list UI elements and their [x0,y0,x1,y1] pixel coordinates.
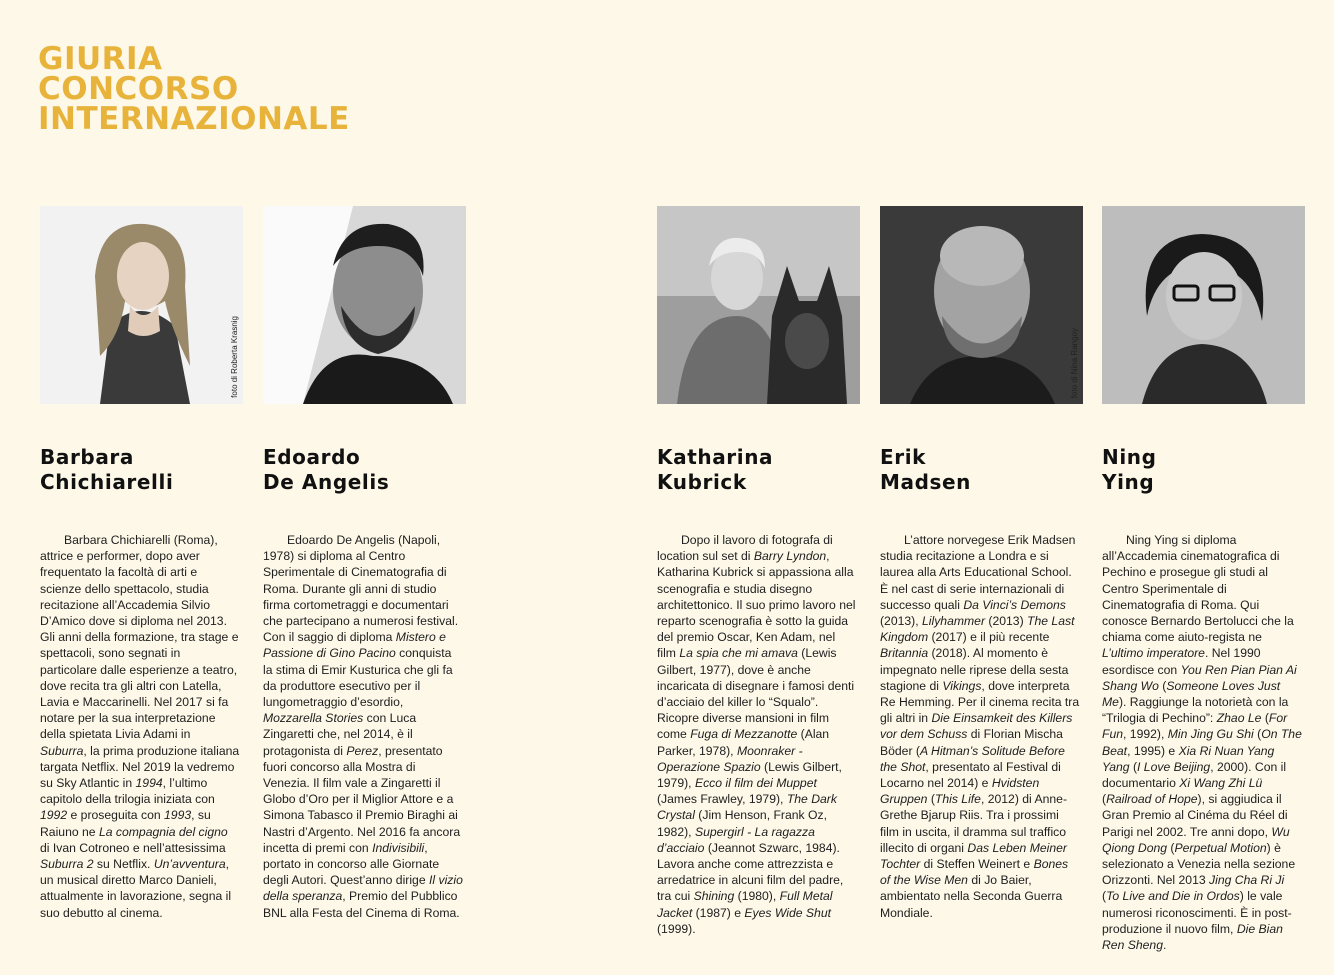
juror-last-name: Kubrick [657,470,747,494]
film-title: Un’avventura [153,857,226,872]
film-title: 1994 [135,776,163,791]
bio-text: . [1163,938,1167,953]
film-title: Hvidsten Gruppen [880,776,1040,807]
title-line-3: INTERNAZIONALE [38,101,350,137]
bio-text: (Jeannot Szwarc, 1984). Lavora anche come attrezzista e arredatrice in alcuni film del padre, tra cui [657,840,844,904]
juror-last-name: De Angelis [263,470,390,494]
bio-text: , su Raiuno ne [40,808,211,839]
film-title: Bones of the Wise Men [880,857,1069,888]
bio-text: , presentato fuori concorso alla Mostra di Venezia. Il film vale a Zingaretti il Globo d’Oro per il Miglior Attore e a Simona Tabasco il Premio Biraghi ai Nastri d’Argento. Nel 2016 fa ancora incetta di premi con [263,743,461,855]
juror-last-name: Ying [1102,470,1155,494]
film-title: Fuga di Mezzanotte [690,727,798,742]
juror-first-name: Edoardo [263,445,361,469]
film-title: Wu Qiong Dong [1102,824,1290,855]
film-title: Suburra 2 [40,857,94,872]
bio-text: ( [1102,792,1107,807]
bio-text: Ning Ying si diploma all’Accademia cinematografica di Pechino e prosegue gli studi al Centro Sperimentale di Cinematografia di Roma. Qui conosce Bernardo Bertolucci che la chiama come aiuto-regista ne [1102,533,1294,645]
film-title: Il vizio della speranza [263,873,463,904]
film-title: Railroad of Hope [1106,792,1198,807]
title-line-1: GIURIA [38,41,163,77]
bio-text: (2017) e il più recente [928,630,1050,645]
bio-text: con Luca Zingaretti che, nel 2014, è il protagonista di [263,711,417,758]
bio-text: , dove interpreta Re Hemming. Per il cinema recita tra gli altri in [880,678,1080,726]
bio-text: (2018). Al momento è impegnato nelle riprese della sesta stagione di [880,646,1069,693]
juror-last-name: Chichiarelli [40,470,174,494]
juror-name [1102,445,1307,495]
bio-text: ( [1167,840,1175,855]
bio-text: ( [1102,889,1107,904]
bio-text: (1999). [657,921,696,936]
photo-credit: foto di Nina Rangoy [1070,327,1079,398]
film-title: Someone Loves Just Me [1102,678,1281,710]
bio-text: ) è selezionato a Venezia nella sezione Orizzonti. Nel 2013 [1102,840,1296,888]
film-title: Barry Lyndon [753,549,827,564]
film-title: To Live and Die in Ordos [1106,889,1240,904]
juror-bio [40,532,240,921]
bio-text: (2013), [880,614,923,629]
film-title: Jing Cha Ri Ji [1209,873,1285,888]
page-title [38,41,350,137]
bio-text: di Jo Baier, ambientato nella Seconda Guerra Mondiale. [880,873,1063,920]
portrait-photo [880,206,1083,404]
portrait-woman-glasses-icon [1102,206,1305,404]
film-title: Indivisibili [372,840,425,855]
juror-first-name: Ning [1102,445,1157,469]
film-title: Die Bian Ren Sheng [1102,921,1283,953]
film-title: La compagnia del cigno [98,824,228,839]
portrait-photo [40,206,243,404]
juror-first-name: Katharina [657,445,774,469]
portrait-photo [657,206,860,404]
portrait-woman-icon [40,206,243,404]
film-title: Ecco il film dei Muppet [694,776,817,791]
portrait-bald-man-icon [880,206,1083,404]
film-title: I Love Beijing [1137,759,1211,774]
bio-text: , Premio del Pubblico BNL alla Festa del Cinema di Roma. [263,889,460,920]
bio-text: ( [1129,759,1138,774]
bio-text: (2013) [985,614,1028,629]
film-title: Eyes Wide Shut [744,905,832,920]
bio-text: , l’ultimo capitolo della trilogia iniziata con [40,776,215,807]
bio-text: (Alan Parker, 1978), [657,727,830,758]
film-title: Da Vinci’s Demons [963,597,1066,612]
bio-text: ), si aggiudica il Gran Premio al Cinéma du Réel di Parigi nel 2002. Tre anni dopo, [1102,792,1288,839]
portrait-woman-with-dog-icon [657,206,860,404]
bio-text: L’attore norvegese Erik Madsen studia recitazione a Londra e si laurea alla Arts Educational School. È nel cast di serie internazionali di successo quali [880,533,1076,612]
bio-text: conquista la stima di Emir Kusturica che gli fa da produttore esecutivo per il lungometraggio d’esordio, [263,646,453,710]
bio-text: ( [1158,678,1167,693]
bio-text: , 1995) e [1127,743,1179,758]
film-title: This Life [934,792,981,807]
film-title: The Last Kingdom [880,614,1075,645]
juror-bio [657,532,857,937]
bio-text: (1987) e [692,905,745,920]
film-title: Die Einsamkeit des Killers vor dem Schuss [880,711,1073,742]
bio-text: (1980), [734,889,780,904]
bio-text: ( [1253,727,1262,742]
bio-text: , Katharina Kubrick si appassiona alla scenografia e studia disegno architettonico. Il suo primo lavoro nel reparto scenografia è sotto la guida del premio Oscar, Ken Adam, nel film [657,549,856,661]
bio-text: , portato in concorso alle Giornate degli Autori. Quest’anno dirige [263,840,440,888]
bio-text: , un musical diretto Marco Danieli, attualmente in lavorazione, segna il suo debutto al cinema. [40,857,232,920]
juror-bio [880,532,1080,921]
juror-bio [263,532,463,921]
bio-text: (Lewis Gilbert, 1979), [657,759,842,791]
bio-text: , 2012) di Anne-Grethe Bjarup Riis. Tra i prossimi film in uscita, il dramma sul traffico illecito di organi [880,792,1068,855]
juror-bio [1102,532,1302,953]
film-title: Xia Ri Nuan Yang Yang [1102,743,1275,774]
photo-credit: foto di Roberta Krasnig [230,316,239,398]
bio-text: di Florian Mischa Böder ( [880,727,1063,758]
film-title: Mistero e Passione di Gino Pacino [263,630,446,661]
film-title: Suburra [40,743,84,758]
juror-name [880,445,1085,495]
title-line-2: CONCORSO [38,71,239,107]
bio-text: ) le vale numerosi riconoscimenti. È in post-produzione il nuovo film, [1102,889,1292,936]
film-title: You Ren Pian Pian Ai Shang Wo [1102,662,1297,693]
film-title: Mozzarella Stories [263,711,364,726]
juror-card-de-angelis [263,206,468,921]
juror-name [40,445,245,495]
film-title: Perpetual Motion [1174,840,1267,855]
juror-card-chichiarelli [40,206,245,921]
bio-text: Barbara Chichiarelli (Roma), attrice e performer, dopo aver frequentato la facoltà di arti e scienze dello spettacolo, studia recitazione all’Accademia Silvio D’Amico dove si diploma nel 2013. Gli anni della formazione, tra stage e spettacoli, sono segnati in particolare dalle esperienze a teatro, dove recita tra gli altri con Latella, Lavia e Maccarinelli. Nel 2017 si fa notare per la sua interpretazione della spietata Livia Adami in [40,533,239,742]
film-title: 1993 [164,808,192,823]
film-title: Lilyhammer [922,614,986,629]
juror-card-kubrick [657,206,862,937]
bio-text: . Nel 1990 esordisce con [1102,646,1261,677]
bio-text: (James Frawley, 1979), [657,792,787,807]
bio-text: , presentato al Festival di Locarno nel 2014) e [880,759,1061,791]
bio-text: Dopo il lavoro di fotografa di location sul set di [657,533,833,564]
bio-text: , 2000). Con il documentario [1102,759,1287,791]
bio-text: di Steffen Weinert e [920,857,1034,872]
film-title: Xi Wang Zhi Lü [1179,776,1263,791]
film-title: Perez [346,743,379,758]
bio-text: e proseguita con [67,808,165,823]
film-title: Britannia [880,646,929,661]
film-title: Full Metal Jacket [657,889,833,920]
film-title: L’ultimo imperatore [1102,646,1205,661]
bio-text: (Jim Henson, Frank Oz, 1982), [657,808,827,839]
bio-text: , 1992), [1123,727,1168,742]
bio-text: su Netflix. [93,857,154,872]
juror-name [657,445,862,495]
bio-text: ( [927,792,935,807]
film-title: For Fun [1102,711,1288,742]
film-title: Das Leben Meiner Tochter [880,840,1067,872]
juror-first-name: Barbara [40,445,134,469]
film-title: La spia che mi amava [679,646,798,661]
film-title: On The Beat [1102,727,1302,758]
bio-text: (Lewis Gilbert, 1977), dove è anche incaricata di disegnare i famosi denti d’acciaio del killer lo “Squalo”. Ricopre diverse mansioni in film come [657,646,855,742]
film-title: Supergirl - La ragazza d’acciaio [657,824,815,855]
film-title: Shining [693,889,735,904]
juror-card-ning-ying [1102,206,1307,953]
bio-text: di Ivan Cotroneo e nell’attesissima [40,840,226,855]
bio-text: , la prima produzione italiana targata Netflix. Nel 2019 la vedremo su Sky Atlantic in [40,743,240,791]
bio-text: Edoardo De Angelis (Napoli, 1978) si diploma al Centro Sperimentale di Cinematografia di Roma. Durante gli anni di studio firma cortometraggi e documentari che partecipano a numerosi festival. Con il saggio di diploma [263,533,459,645]
film-title: Moonraker - Operazione Spazio [657,743,803,774]
juror-first-name: Erik [880,445,927,469]
film-title: Min Jing Gu Shi [1167,727,1254,742]
juror-card-madsen [880,206,1085,921]
juror-last-name: Madsen [880,470,972,494]
film-title: Vikings [942,678,982,693]
bio-text: ( [1261,711,1269,726]
portrait-man-icon [263,206,466,404]
film-title: 1992 [40,808,68,823]
film-title: The Dark Crystal [657,792,837,823]
portrait-photo [263,206,466,404]
bio-text: ). Raggiunge la notorietà con la “Trilogia di Pechino”: [1102,695,1289,726]
juror-name [263,445,468,495]
portrait-photo [1102,206,1305,404]
film-title: Zhao Le [1216,711,1262,726]
film-title: A Hitman’s Solitude Before the Shot [880,743,1065,774]
